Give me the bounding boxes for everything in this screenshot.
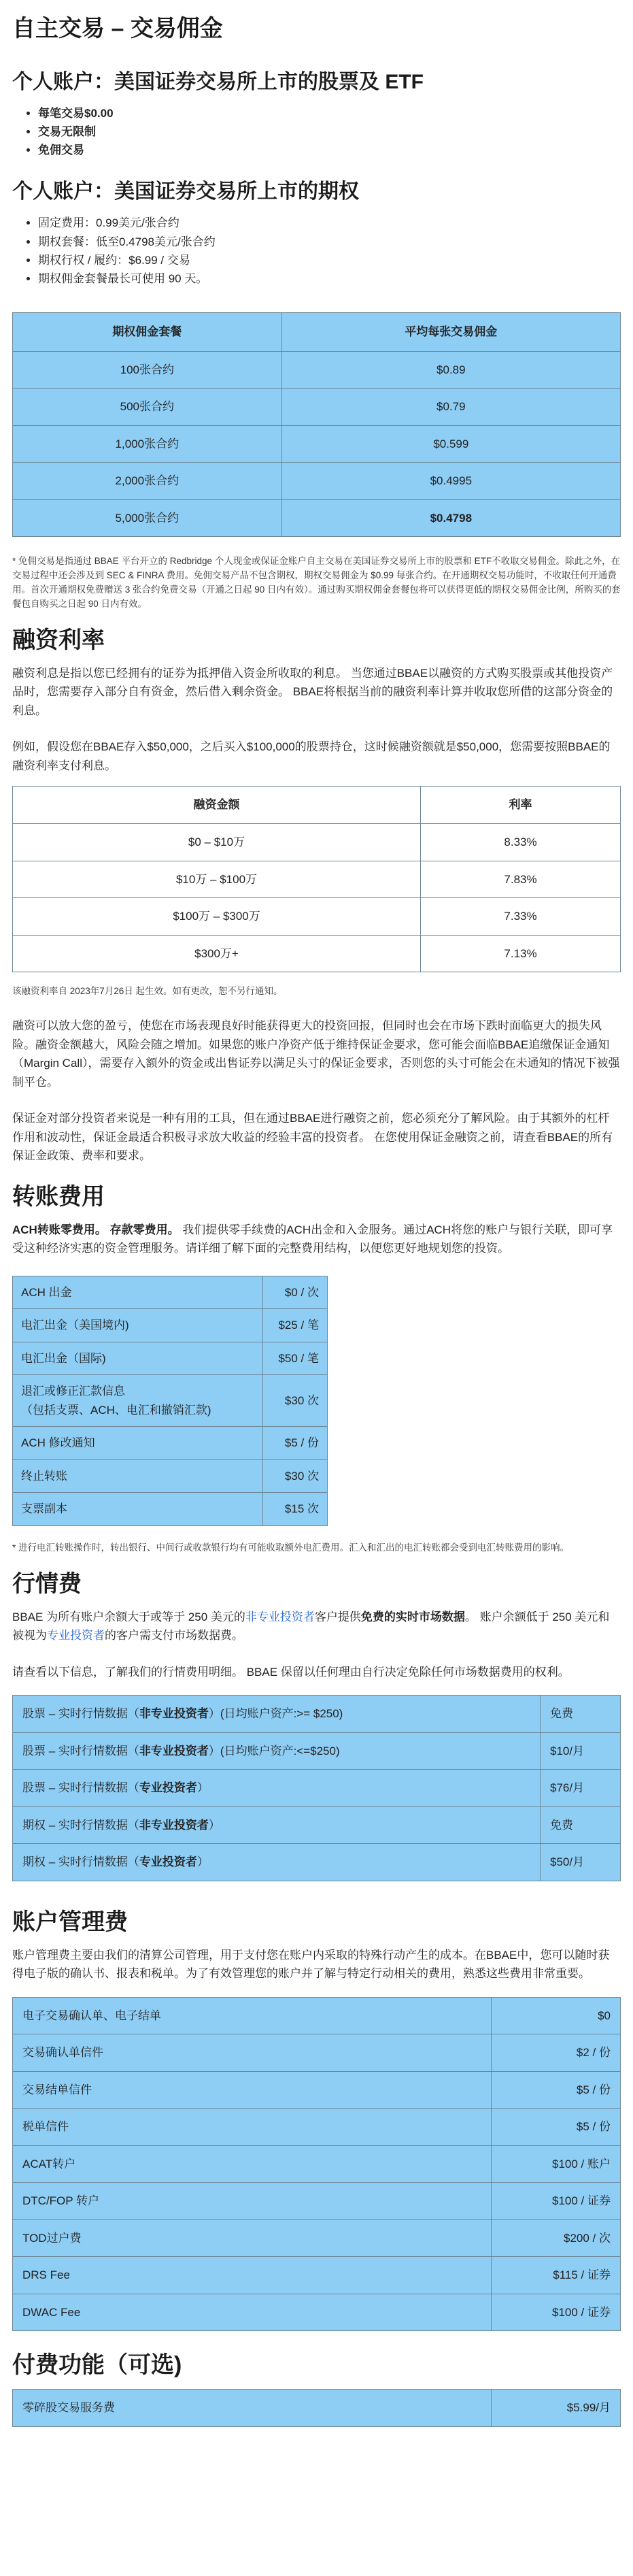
table-row — [13, 463, 621, 500]
commission-footnote: * 免佣交易是指通过 BBAE 平台开立的 Redbridge 个人现金或保证金账户自主交易在美国证券交易所上市的股票和 ETF不收取交易佣金。除此之外，在交易过程中还会涉及到 SEC & FINRA 费用。免佣交易产品不包含期权，期权交易佣金为 $0.99 每张合约。在开通期权交易功能时，不收取任何开通费用。首次开通期权免费赠送 3 张合约免费交易（开通之日起 90 日内有效）。通过购买期权佣金套餐包将可以获得更低的期权交易佣金比例，所购买的套餐包自购买之日起 90 日内有效。 — [12, 556, 621, 610]
market-data-section-title: 行情费 — [12, 1570, 82, 1597]
table-cell: $5 / 份 — [492, 2109, 621, 2146]
table-cell: 期权 – 实时行情数据（专业投资者） — [13, 1844, 541, 1881]
table-cell: 交易结单信件 — [13, 2071, 492, 2109]
stock-bullets — [38, 104, 621, 160]
table-row — [13, 861, 621, 898]
table-cell: $200 / 次 — [492, 2219, 621, 2257]
list-item: • 期权套餐：低至0.4798美元/张合约 — [38, 233, 621, 251]
table-cell: 7.83% — [420, 861, 620, 898]
table-cell: $0 / 次 — [263, 1276, 328, 1309]
table-header: 平均每张交易佣金 — [281, 313, 620, 352]
table-row — [13, 1375, 328, 1427]
paid-features-table — [12, 2389, 621, 2427]
table-cell: $300万+ — [13, 935, 421, 972]
table-row — [13, 823, 621, 861]
margin-section-title: 融资利率 — [12, 627, 105, 653]
margin-paragraph-1: 融资利息是指以您已经拥有的证券为抵押借入资金所收取的利息。 当您通过BBAE以融资的方式购买股票或其他投资产品时，您需要存入部分自有资金，然后借入剩余资金。 BBAE将根据当前的融资利率计算并收取您所借的这部分资金的利息。 — [12, 666, 613, 717]
table-cell: $100 / 证券 — [492, 2183, 621, 2220]
table-cell: 1,000张合约 — [13, 425, 282, 463]
table-row — [13, 1696, 621, 1733]
margin-paragraph-2: 例如，假设您在BBAE存入$50,000，之后买入$100,000的股票持仓，这时候融资额就是$50,000，您需要按照BBAE的融资利率支付利息。 — [12, 740, 611, 772]
table-cell: 零碎股交易服务费 — [13, 2390, 492, 2427]
table-row — [13, 935, 621, 972]
margin-paragraph-4: 保证金对部分投资者来说是一种有用的工具，但在通过BBAE进行融资之前，您必须充分了解风险。由于其额外的杠杆作用和波动性，保证金最适合积极寻求放大收益的经验丰富的投资者。 在您使用保证金融资之前，请查看BBAE的所有保证金政策、费率和要求。 — [12, 1112, 613, 1163]
table-cell: TOD过户费 — [13, 2219, 492, 2257]
table-cell: 5,000张合约 — [13, 499, 282, 537]
account-fee-table — [12, 1997, 621, 2332]
table-cell: 交易确认单信件 — [13, 2034, 492, 2072]
table-cell: 股票 – 实时行情数据（非专业投资者）(日均账户资产:>= $250) — [13, 1696, 541, 1733]
table-header: 期权佣金套餐 — [13, 313, 282, 352]
table-cell: $0.4995 — [281, 463, 620, 500]
table-row — [13, 1732, 621, 1770]
wire-footnote: * 进行电汇转账操作时，转出银行、中间行或收款银行均有可能收取额外电汇费用。汇入和汇出的电汇转账都会受到电汇转账费用的影响。 — [12, 1542, 570, 1553]
table-cell: $10万 – $100万 — [13, 861, 421, 898]
list-item: • 固定费用：0.99美元/张合约 — [38, 214, 621, 232]
options-section-title: 个人账户：美国证券交易所上市的期权 — [12, 180, 359, 203]
table-row — [13, 2034, 621, 2072]
table-row — [13, 1342, 328, 1375]
table-cell: $0.79 — [281, 389, 620, 426]
table-row — [13, 2145, 621, 2183]
table-row — [13, 1459, 328, 1493]
text-span: 的客户需支付市场数据费。 — [105, 1629, 243, 1642]
options-bullets — [38, 214, 621, 288]
text-span: 。 账户余额低于 250 美元和被视为 — [12, 1610, 610, 1642]
transfer-fee-table — [12, 1276, 328, 1526]
non-professional-investor-link[interactable]: 非专业投资者 — [245, 1610, 315, 1623]
table-row — [13, 1276, 328, 1309]
transfer-section-title: 转账费用 — [12, 1183, 105, 1210]
table-cell: DTC/FOP 转户 — [13, 2183, 492, 2220]
table-cell: $2 / 份 — [492, 2034, 621, 2072]
table-cell: $5 / 份 — [492, 2071, 621, 2109]
table-cell: $30 次 — [263, 1459, 328, 1493]
margin-paragraph-3: 融资可以放大您的盈亏，使您在市场表现良好时能获得更大的投资回报，但同时也会在市场下跌时面临更大的损失风险。融资金额越大，风险会随之增加。如果您的账户净资产低于维持保证金要求，您可能会面临BBAE追缴保证金通知（Margin Call），需要存入额外的资金或出售证券以满足头寸的保证金要求，否则您的头寸可能会在未通知的情况下被强制平仓。 — [12, 1019, 620, 1089]
list-item: • 每笔交易$0.00 — [38, 104, 621, 122]
ach-free-text: ACH转账零费用。 — [12, 1223, 107, 1236]
table-row — [13, 2219, 621, 2257]
market-data-fee-table — [12, 1695, 621, 1881]
table-row — [13, 1844, 621, 1881]
table-cell: $0.4798 — [281, 499, 620, 537]
table-cell: $15 次 — [263, 1493, 328, 1526]
account-fee-paragraph: 账户管理费主要由我们的清算公司管理，用于支付您在账户内采取的特殊行动产生的成本。在BBAE中，您可以随时获得电子版的确认书、报表和税单。为了有效管理您的账户并了解与特定行动相关的费用，熟悉这些费用非常重要。 — [12, 1948, 610, 1981]
table-header: 利率 — [420, 787, 620, 824]
table-cell: $76/月 — [541, 1770, 621, 1807]
table-row — [13, 2109, 621, 2146]
list-item: • 交易无限制 — [38, 122, 621, 141]
table-cell: 退汇或修正汇款信息 （包括支票、ACH、电汇和撤销汇款) — [13, 1375, 263, 1427]
table-row — [13, 2294, 621, 2331]
table-cell: 期权 – 实时行情数据（非专业投资者） — [13, 1806, 541, 1844]
table-cell: 7.13% — [420, 935, 620, 972]
table-cell: $100万 – $300万 — [13, 898, 421, 936]
table-cell: DRS Fee — [13, 2257, 492, 2294]
text-span: BBAE 为所有账户余额大于或等于 250 美元的 — [12, 1610, 245, 1623]
table-cell: $100 / 证券 — [492, 2294, 621, 2331]
table-cell: 500张合约 — [13, 389, 282, 426]
paid-features-section-title: 付费功能（可选) — [12, 2352, 182, 2379]
table-cell: 股票 – 实时行情数据（专业投资者） — [13, 1770, 541, 1807]
table-row — [13, 351, 621, 389]
table-cell: 终止转账 — [13, 1459, 263, 1493]
professional-investor-link[interactable]: 专业投资者 — [47, 1629, 105, 1642]
free-market-data-text: 免费的实时市场数据 — [360, 1610, 465, 1623]
table-cell: 电汇出金（国际) — [13, 1342, 263, 1375]
market-data-paragraph-2: 请查看以下信息，了解我们的行情费用明细。 BBAE 保留以任何理由自行决定免除任何市场数据费用的权利。 — [12, 1665, 570, 1679]
table-row — [13, 1806, 621, 1844]
table-row — [13, 2257, 621, 2294]
table-row — [13, 1770, 621, 1807]
table-cell: $5.99/月 — [492, 2390, 621, 2427]
table-cell: 电子交易确认单、电子结单 — [13, 1997, 492, 2034]
table-cell: $0.89 — [281, 351, 620, 389]
table-cell: $115 / 证券 — [492, 2257, 621, 2294]
table-cell: ACAT转户 — [13, 2145, 492, 2183]
table-cell: 电汇出金（美国境内) — [13, 1309, 263, 1342]
table-row — [13, 389, 621, 426]
table-cell: $0 — [492, 1997, 621, 2034]
options-commission-table — [12, 312, 621, 537]
table-cell: $5 / 份 — [263, 1427, 328, 1460]
table-row — [13, 1493, 328, 1526]
list-item: • 期权行权 / 履约：$6.99 / 交易 — [38, 251, 621, 269]
table-row — [13, 499, 621, 537]
account-fee-section-title: 账户管理费 — [12, 1909, 128, 1935]
margin-rate-table — [12, 786, 621, 972]
table-cell: 免费 — [541, 1806, 621, 1844]
table-row — [13, 1997, 621, 2034]
table-row — [13, 425, 621, 463]
table-cell: $50 / 笔 — [263, 1342, 328, 1375]
table-cell: 支票副本 — [13, 1493, 263, 1526]
table-cell: ACH 修改通知 — [13, 1427, 263, 1460]
table-row — [13, 1309, 328, 1342]
table-cell: 7.33% — [420, 898, 620, 936]
table-cell: DWAC Fee — [13, 2294, 492, 2331]
table-cell: $30 次 — [263, 1375, 328, 1427]
table-row — [13, 2071, 621, 2109]
table-row — [13, 2183, 621, 2220]
text-span: 客户提供 — [314, 1610, 361, 1623]
table-cell: 2,000张合约 — [13, 463, 282, 500]
table-cell: 8.33% — [420, 823, 620, 861]
table-cell: 免费 — [541, 1696, 621, 1733]
table-cell: $100 / 账户 — [492, 2145, 621, 2183]
transfer-intro-text: 我们提供零手续费的ACH出金和入金服务。通过ACH将您的账户与银行关联，即可享受这种经济实惠的资金管理服务。请详细了解下面的完整费用结构，以便您更好地规划您的投资。 — [12, 1223, 613, 1255]
list-item: • 期权佣金套餐最长可使用 90 天。 — [38, 269, 621, 288]
transfer-intro — [12, 1221, 621, 1258]
page-title: 自主交易 – 交易佣金 — [12, 16, 223, 42]
table-cell: 税单信件 — [13, 2109, 492, 2146]
table-header: 融资金额 — [13, 787, 421, 824]
table-cell: ACH 出金 — [13, 1276, 263, 1309]
table-row — [13, 898, 621, 936]
table-cell: $10/月 — [541, 1732, 621, 1770]
table-cell: $25 / 笔 — [263, 1309, 328, 1342]
list-item: • 免佣交易 — [38, 141, 621, 159]
table-row — [13, 1427, 328, 1460]
table-cell: 100张合约 — [13, 351, 282, 389]
table-cell: $50/月 — [541, 1844, 621, 1881]
market-data-paragraph-1 — [12, 1608, 621, 1645]
table-cell: 股票 – 实时行情数据（非专业投资者）(日均账户资产:<=$250) — [13, 1732, 541, 1770]
rate-effective-note: 该融资利率自 2023年7月26日 起生效。如有更改，恕不另行通知。 — [12, 986, 283, 997]
stock-section-title: 个人账户：美国证券交易所上市的股票及 ETF — [12, 70, 424, 93]
table-row — [13, 2390, 621, 2427]
table-cell: $0 – $10万 — [13, 823, 421, 861]
deposit-free-text: 存款零费用。 — [109, 1223, 179, 1236]
table-cell: $0.599 — [281, 425, 620, 463]
